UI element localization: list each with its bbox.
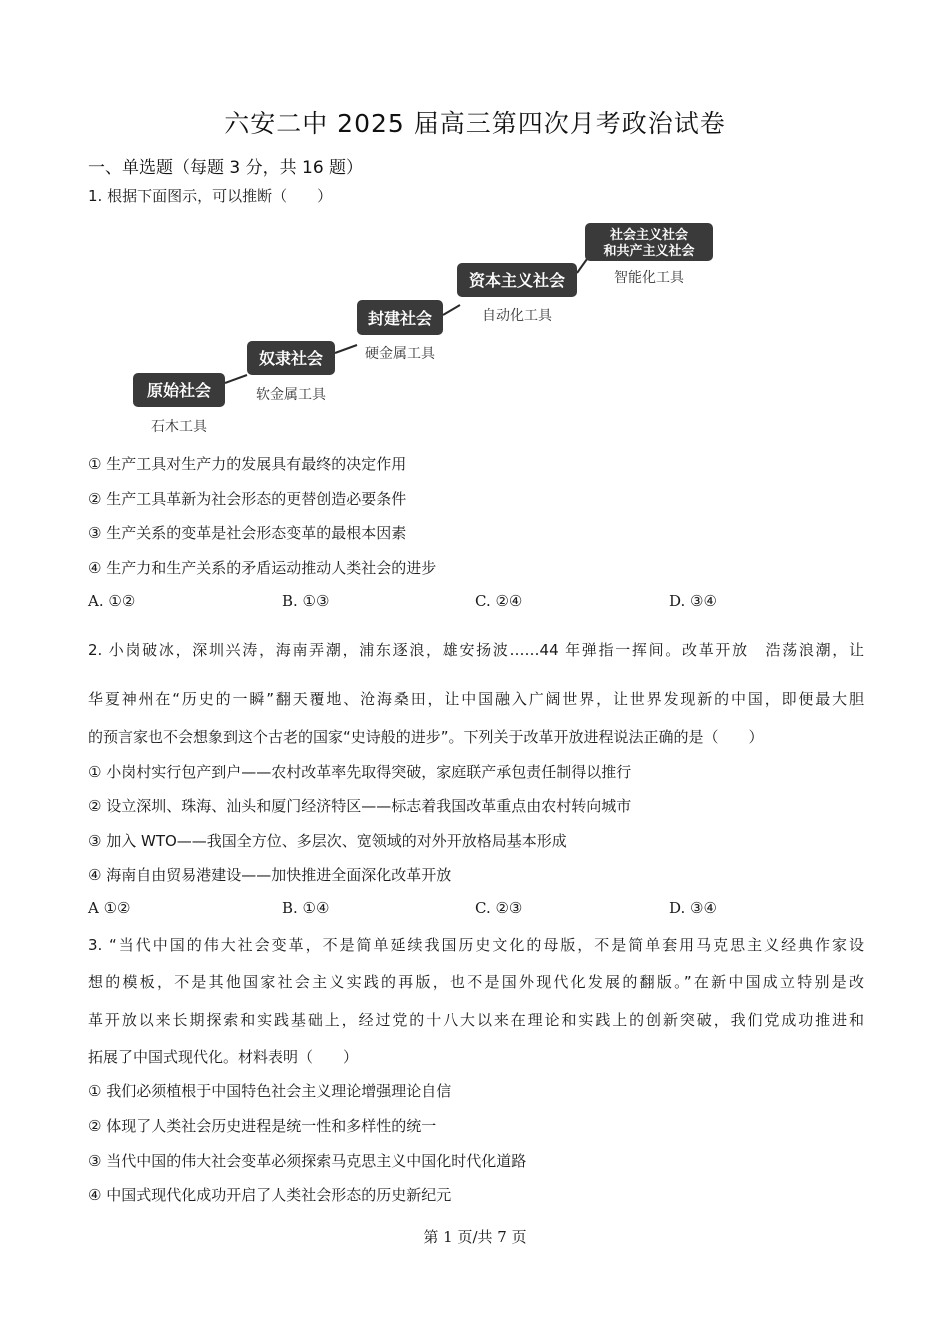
diagram-node-slave: [247, 341, 335, 403]
node-tool-label: 自动化工具: [482, 308, 552, 324]
q3-item: ① 我们必须植根于中国特色社会主义理论增强理论自信: [88, 1082, 452, 1100]
connector-line: [225, 375, 247, 383]
option-c[interactable]: C. ②③: [475, 899, 523, 917]
connector-line: [335, 345, 357, 353]
q2-item: ① 小岗村实行包产到户——农村改革率先取得突破，家庭联产承包责任制得以推行: [88, 763, 632, 781]
q3-stem-line: 想的模板，不是其他国家社会主义实践的再版，也不是国外现代化发展的翻版。”在新中国成立特别是改: [88, 973, 864, 991]
q1-stem: 1. 根据下面图示，可以推断（ ）: [88, 187, 333, 205]
node-tool-label: 智能化工具: [614, 270, 684, 286]
diagram-node-primitive: [133, 373, 225, 435]
node-tool-label: 石木工具: [151, 419, 207, 435]
connector-line: [443, 305, 460, 315]
option-a[interactable]: A. ①②: [88, 592, 136, 610]
social-development-diagram: [125, 215, 725, 440]
q2-stem-line: 的预言家也不会想象到这个古老的国家“史诗般的进步”。下列关于改革开放进程说法正确的是（ ）: [88, 728, 764, 746]
option-d[interactable]: D. ③④: [669, 899, 717, 917]
diagram-node-socialist: [585, 223, 713, 286]
diagram-node-feudal: [357, 300, 443, 362]
q1-item: ③ 生产关系的变革是社会形态变革的最根本因素: [88, 524, 407, 542]
option-d[interactable]: D. ③④: [669, 592, 717, 610]
option-a[interactable]: A ①②: [88, 899, 131, 917]
option-b[interactable]: B. ①③: [282, 592, 330, 610]
q1-item: ② 生产工具革新为社会形态的更替创造必要条件: [88, 490, 407, 508]
node-tool-label: 软金属工具: [256, 387, 326, 403]
q3-stem-line: 拓展了中国式现代化。材料表明（ ）: [88, 1048, 359, 1066]
q3-item: ③ 当代中国的伟大社会变革必须探索马克思主义中国化时代化道路: [88, 1152, 527, 1170]
q2-stem-line: 2. 小岗破冰，深圳兴涛，海南弄潮，浦东逐浪，雄安扬波……44 年弹指一挥间。改革开放 浩荡浪潮，让: [88, 641, 864, 659]
q3-item: ② 体现了人类社会历史进程是统一性和多样性的统一: [88, 1117, 437, 1135]
page-footer: 第 1 页/共 7 页: [423, 1228, 527, 1246]
option-b[interactable]: B. ①④: [282, 899, 330, 917]
node-society-label: 奴隶社会: [258, 349, 324, 368]
q1-item: ① 生产工具对生产力的发展具有最终的决定作用: [88, 455, 407, 473]
q3-item: ④ 中国式现代化成功开启了人类社会形态的历史新纪元: [88, 1186, 452, 1204]
q2-item: ② 设立深圳、珠海、汕头和厦门经济特区——标志着我国改革重点由农村转向城市: [88, 797, 632, 815]
q2-item: ③ 加入 WTO——我国全方位、多层次、宽领域的对外开放格局基本形成: [88, 832, 567, 850]
node-society-label: 封建社会: [367, 309, 433, 328]
q2-stem-line: 华夏神州在“历史的一瞬”翻天覆地、沧海桑田，让中国融入广阔世界，让世界发现新的中国，即便最大胆: [88, 690, 864, 708]
diagram-node-capitalist: [457, 263, 577, 324]
node-society-label: 资本主义社会: [468, 271, 566, 290]
q3-stem-line: 革开放以来长期探索和实践基础上，经过党的十八大以来在理论和实践上的创新突破，我们党成功推进和: [88, 1011, 864, 1029]
section-heading: 一、单选题（每题 3 分，共 16 题）: [88, 158, 364, 178]
node-society-label: 原始社会: [146, 381, 212, 400]
page-title: 六安二中 2025 届高三第四次月考政治试卷: [224, 109, 726, 138]
option-c[interactable]: C. ②④: [475, 592, 523, 610]
q1-item: ④ 生产力和生产关系的矛盾运动推动人类社会的进步: [88, 559, 437, 577]
node-tool-label: 硬金属工具: [365, 346, 435, 362]
q3-stem-line: 3. “当代中国的伟大社会变革，不是简单延续我国历史文化的母版，不是简单套用马克思主义经典作家设: [88, 936, 864, 954]
q2-item: ④ 海南自由贸易港建设——加快推进全面深化改革开放: [88, 866, 452, 884]
connector-line: [577, 259, 587, 273]
node-society-label: 社会主义社会: [609, 228, 689, 243]
node-society-label: 和共产主义社会: [603, 244, 695, 259]
